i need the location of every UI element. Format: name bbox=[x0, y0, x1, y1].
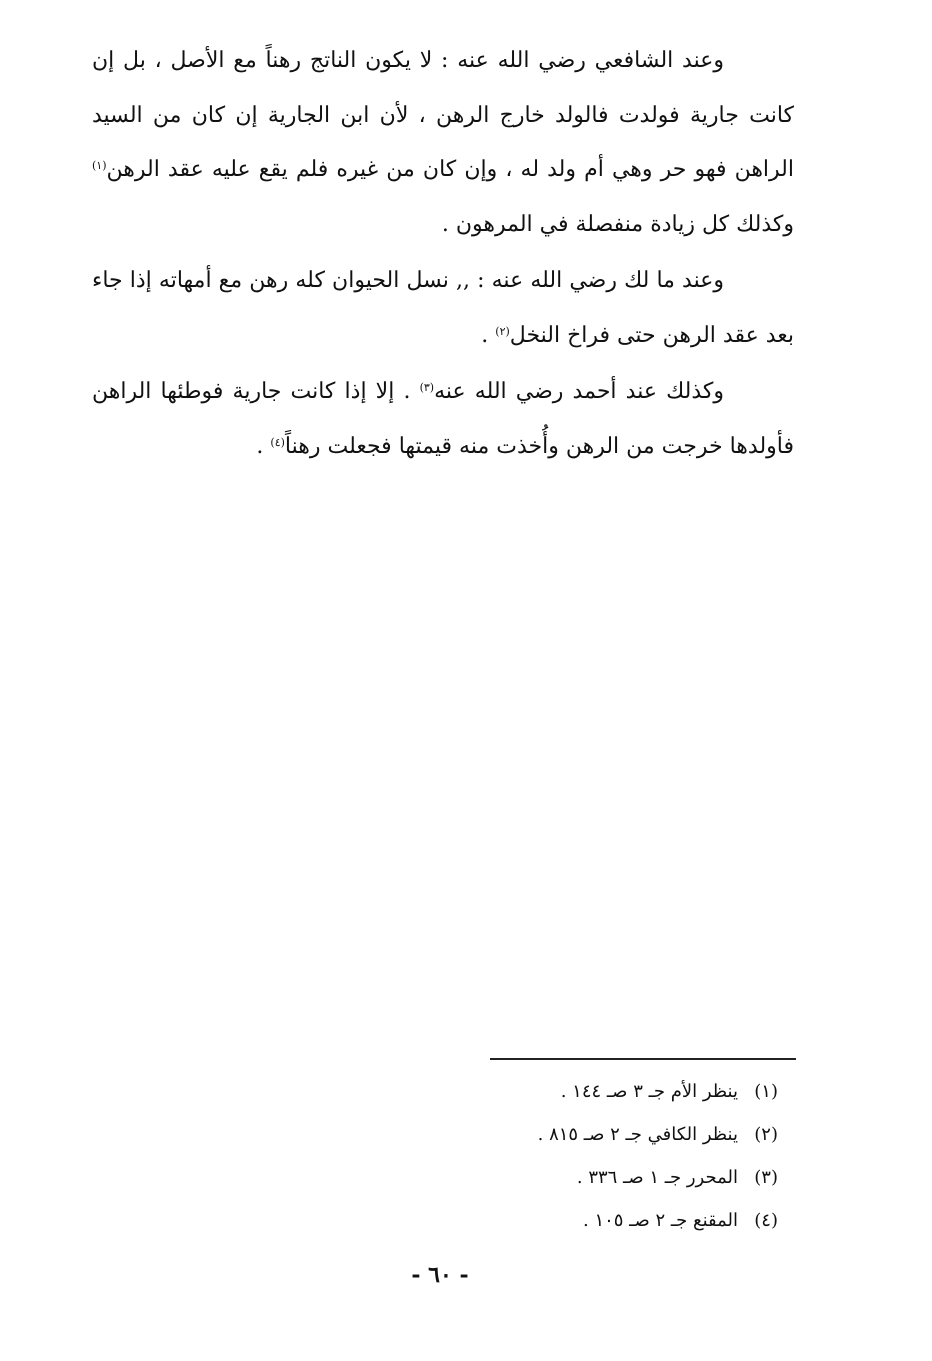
paragraph-text: وعند الشافعي رضي الله عنه : لا يكون الناتج رهناً مع الأصل ، بل إن كانت جارية فولدت فالولد خارج الرهن ، لأن ابن الجارية إن كان من السيد الراهن فهو حر وهي أم ولد له ، وإن كان من غيره فلم يقع عليه عقد الرهن bbox=[92, 48, 794, 182]
paragraph-text: . bbox=[256, 433, 271, 459]
paragraph-text: . إلا إذا كانت جارية فوطئها الراهن فأولدها خرجت من الرهن وأُخذت منه قيمتها فجعلت رهناً bbox=[92, 379, 794, 459]
footnote-number: (٢) bbox=[754, 1124, 778, 1145]
footnote-text: ينظر الأم جـ ٣ صـ ١٤٤ . bbox=[560, 1081, 738, 1102]
paragraph bbox=[92, 365, 794, 474]
footnote-text: ينظر الكافي جـ ٢ صـ ٨١٥ . bbox=[537, 1124, 738, 1145]
footnote-item bbox=[400, 1070, 778, 1113]
paragraph-text: . bbox=[481, 322, 496, 348]
footnote-reference: (٣) bbox=[419, 381, 435, 394]
paragraph bbox=[92, 254, 794, 363]
paragraph-text: وكذلك عند أحمد رضي الله عنه bbox=[434, 379, 724, 404]
page-number: - ٦٠ - bbox=[411, 1262, 469, 1288]
footnote-item bbox=[400, 1199, 778, 1242]
footnote-number: (١) bbox=[754, 1081, 778, 1102]
footnote-reference: (٢) bbox=[495, 324, 510, 338]
footnote-number: (٣) bbox=[754, 1167, 778, 1188]
main-text bbox=[92, 34, 794, 474]
footnote-text: المقنع جـ ٢ صـ ١٠٥ . bbox=[582, 1210, 738, 1231]
paragraph-text: وكذلك كل زيادة منفصلة في المرهون . bbox=[441, 211, 794, 237]
paragraph-text: وعند ما لك رضي الله عنه : ,, نسل الحيوان كله رهن مع أمهاته إذا جاء بعد عقد الرهن حتى فراخ النخل bbox=[92, 268, 794, 348]
footnote-item bbox=[400, 1113, 778, 1156]
footnote-reference: (١) bbox=[92, 159, 107, 172]
paragraph bbox=[92, 34, 794, 252]
footnote-text: المحرر جـ ١ صـ ٣٣٦ . bbox=[576, 1167, 738, 1188]
footnote-reference: (٤) bbox=[270, 435, 285, 449]
footnote-number: (٤) bbox=[754, 1210, 778, 1231]
footnotes bbox=[400, 1070, 778, 1242]
footnote-item bbox=[400, 1156, 778, 1199]
footnote-separator bbox=[490, 1058, 796, 1060]
